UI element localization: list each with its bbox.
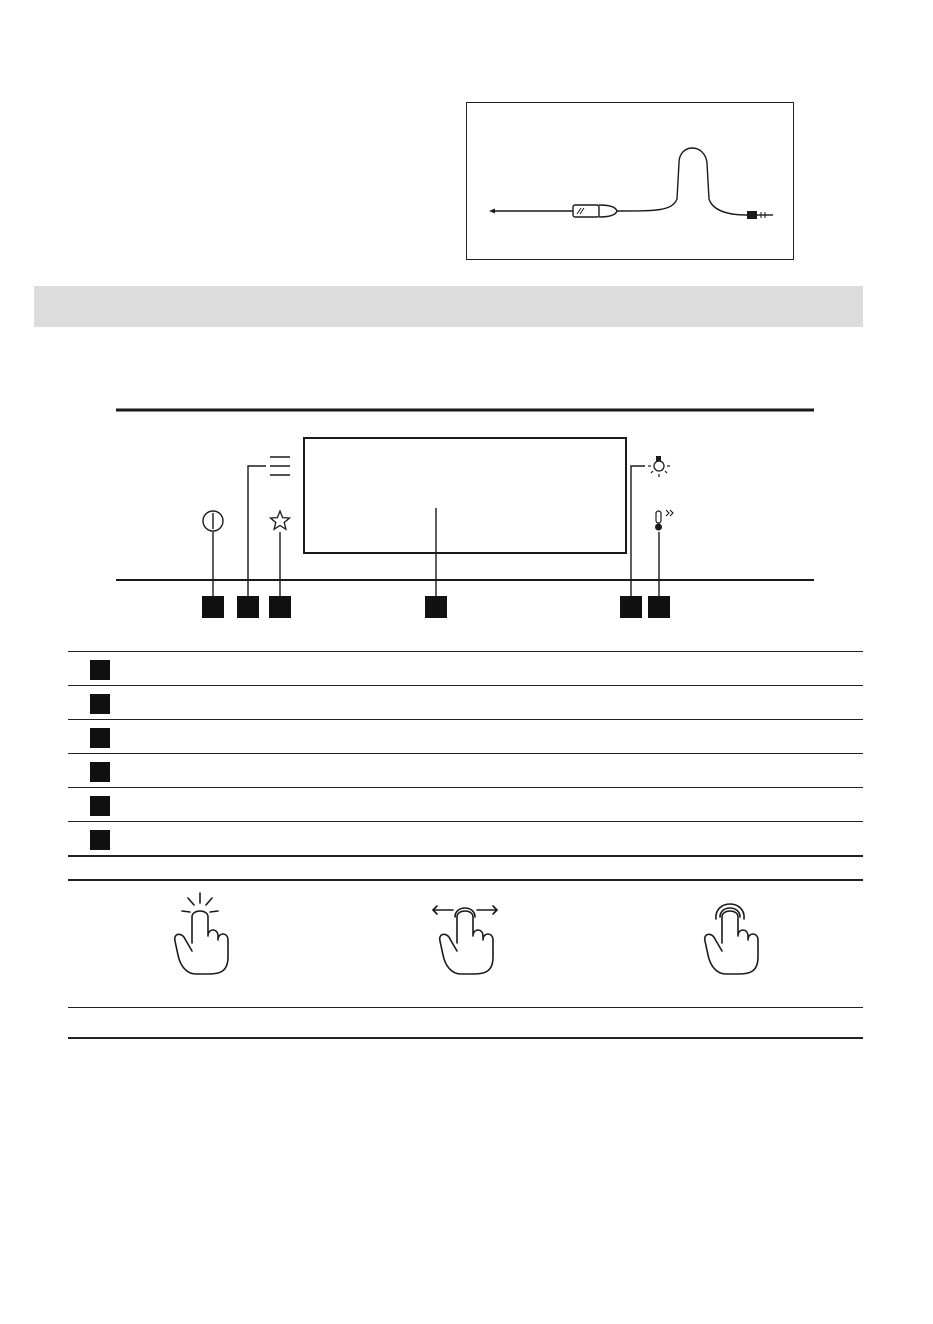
gesture-table [68,879,863,1039]
light-icon[interactable] [648,456,670,477]
tap-hand-icon [68,881,333,1006]
callout-markers [202,596,670,618]
callout-marker-6 [648,596,670,618]
legend-row [68,651,863,685]
legend-row [68,685,863,719]
legend-row [68,787,863,821]
gesture-swipe-cell [333,881,598,1006]
callout-marker-2 [237,596,259,618]
legend-marker [90,762,110,782]
callout-leader-2 [248,466,266,596]
callout-marker-5 [620,596,642,618]
food-sensor-probe-icon [467,103,793,259]
favourite-star-icon[interactable] [271,511,290,529]
swipe-hand-icon [333,881,598,1006]
callout-marker-4 [425,596,447,618]
legend-table [68,651,863,857]
gesture-hold-cell [598,881,863,1006]
display-area [304,438,626,553]
legend-row [68,753,863,787]
section-heading-band [34,286,863,327]
touch-and-hold-hand-icon [598,881,863,1006]
legend-marker [90,830,110,850]
callout-marker-3 [269,596,291,618]
legend-marker [90,796,110,816]
power-icon[interactable] [203,511,223,531]
menu-icon[interactable] [270,457,290,475]
control-panel-figure [110,400,822,630]
callout-marker-1 [202,596,224,618]
legend-marker [90,728,110,748]
legend-row [68,719,863,753]
gesture-label-row [68,1007,863,1038]
fast-heat-thermometer-icon[interactable] [655,510,673,531]
legend-row [68,821,863,857]
food-sensor-figure [466,102,794,260]
callout-leader-5 [631,466,645,596]
legend-marker [90,694,110,714]
gesture-tap-cell [68,881,333,1006]
legend-marker [90,660,110,680]
